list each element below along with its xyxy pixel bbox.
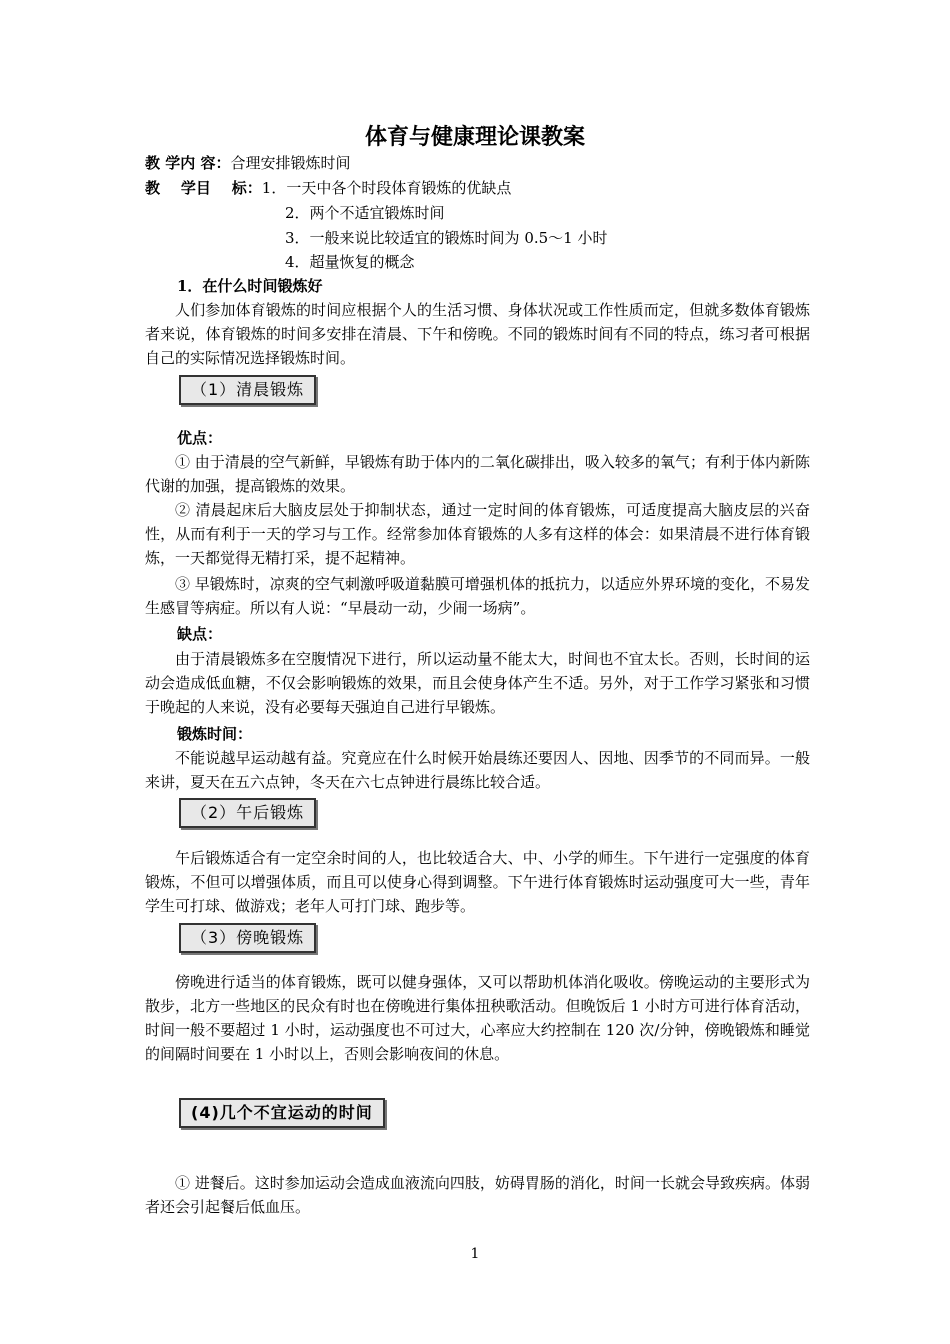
intro-paragraph: 人们参加体育锻炼的时间应根据个人的生活习惯、身体状况或工作性质而定，但就多数体育锻炼者来说，体育锻炼的时间多安排在清晨、下午和傍晚。不同的锻炼时间有不同的特点，练习者可根据自己的实际情况选择锻炼时间。 [145,301,810,367]
objectives-label: 教 学目 标： [145,179,262,197]
disadvantage-paragraph: 由于清晨锻炼多在空腹情况下进行，所以运动量不能太大，时间也不宜太长。否则，长时间的运动会造成低血糖，不仅会影响锻炼的效果，而且会使身体产生不适。另外，对于工作学习紧张和习惯于晚起的人来说，没有必要每天强迫自己进行早锻炼。 [145,650,810,716]
content-value: 合理安排锻炼时间 [230,154,351,172]
advantage-paragraph: ① 由于清晨的空气新鲜，早锻炼有助于体内的二氧化碳排出，吸入较多的氧气；有利于体内新陈代谢的加强，提高锻炼的效果。 [145,453,810,495]
objective-item: 3．一般来说比较适宜的锻炼时间为 0.5～1 小时 [285,229,608,247]
objective-item: 2．两个不适宜锻炼时间 [285,204,445,222]
objectives-row [145,176,511,200]
content-label: 教 学内 容： [145,154,231,172]
page-title: 体育与健康理论课教案 [364,124,585,150]
advantage-paragraph: ③ 早锻炼时，凉爽的空气刺激呼吸道黏膜可增强机体的抵抗力，以适应外界环境的变化，不易发生感冒等病症。所以有人说：“早晨动一动，少闹一场病”。 [145,575,810,617]
morning-exercise-label: （1）清晨锻炼 [179,375,316,405]
afternoon-paragraph: 午后锻炼适合有一定空余时间的人，也比较适合大、中、小学的师生。下午进行一定强度的体育锻炼，不但可以增强体质，而且可以使身心得到调整。下午进行体育锻炼时运动强度可大一些，青年学生可打球、做游戏；老年人可打门球、跑步等。 [145,849,810,915]
objective-item: 1．一天中各个时段体育锻炼的优缺点 [261,179,512,197]
content-row [145,151,350,175]
disadvantages-label: 缺点： [177,625,223,643]
advantage-paragraph: ② 清晨起床后大脑皮层处于抑制状态，通过一定时间的体育锻炼，可适度提高大脑皮层的兴奋性，从而有利于一天的学习与工作。经常参加体育锻炼的人多有这样的体会：如果清晨不进行体育锻炼，一天都觉得无精打采，提不起精神。 [145,501,810,567]
objective-item: 4．超量恢复的概念 [285,253,415,271]
evening-exercise-label: （3）傍晚锻炼 [179,923,316,953]
exercise-time-label: 锻炼时间： [177,725,253,743]
page-number: 1 [470,1246,480,1262]
afternoon-exercise-label: （2）午后锻炼 [179,798,316,828]
evening-paragraph: 傍晚进行适当的体育锻炼，既可以健身强体，又可以帮助机体消化吸收。傍晚运动的主要形式为散步，北方一些地区的民众有时也在傍晚进行集体扭秧歌活动。但晚饭后 1 小时方可进行体育活动，时间一般不要超过 1 小时，运动强度也不可过大，心率应大约控制在 120 次/分钟，傍晚锻炼和睡觉的间隔时间要在 1 小时以上，否则会影响夜间的休息。 [145,973,810,1063]
section-heading: 1．在什么时间锻炼好 [177,277,323,295]
advantages-label: 优点： [177,429,223,447]
unsuitable-paragraph: ① 进餐后。这时参加运动会造成血液流向四肢，妨碍胃肠的消化，时间一长就会导致疾病。体弱者还会引起餐后低血压。 [145,1174,810,1216]
exercise-time-paragraph: 不能说越早运动越有益。究竟应在什么时候开始晨练还要因人、因地、因季节的不同而异。一般来讲，夏天在五六点钟，冬天在六七点钟进行晨练比较合适。 [145,749,810,791]
unsuitable-times-label: (4)几个不宜运动的时间 [179,1098,385,1128]
